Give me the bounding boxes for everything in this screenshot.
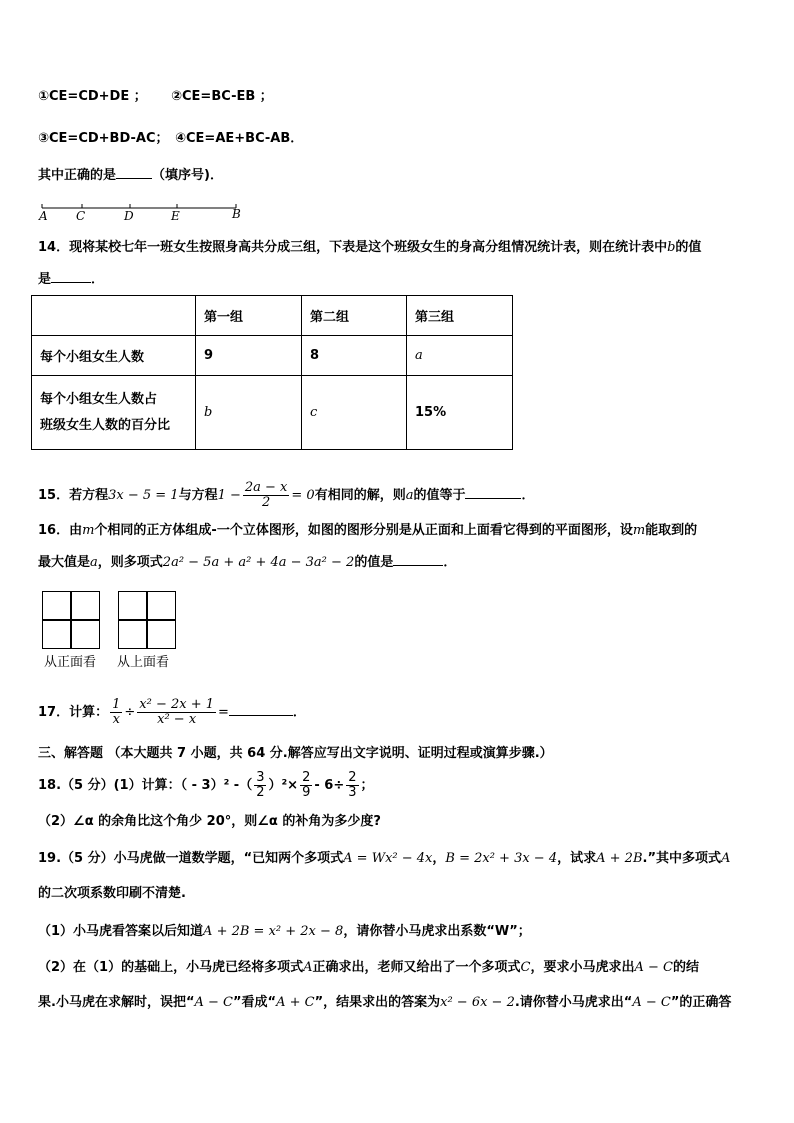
q16-top-view-figure: [118, 591, 178, 651]
point-c-label: C: [76, 209, 86, 222]
q18-fraction-c: [346, 771, 358, 800]
q19-p3-expr-2: A + C: [276, 995, 315, 1010]
q17-fraction-1: [110, 698, 122, 727]
q17-f1-den: x: [112, 712, 120, 727]
q19-poly-a: A = Wx² − 4x: [343, 851, 433, 866]
table-header-cell-group1: 第一组: [196, 296, 302, 336]
table-header-cell-group3: 第三组: [407, 296, 513, 336]
q17-prefix: 17．计算：: [38, 705, 109, 720]
q17-divide: ÷: [124, 705, 136, 720]
q13-option-3: ③CE=CD+BD-AC；: [38, 131, 169, 146]
q13-segment-diagram: [36, 198, 246, 222]
square-cell: [118, 591, 147, 620]
q15-frac-den: 2: [261, 495, 271, 510]
table-header-row: [32, 296, 513, 336]
q19-p3-text-a: 果.小马虎在求解时，误把“: [38, 995, 195, 1010]
q19-p2-var-c: C: [520, 960, 531, 975]
q18-fraction-b: [300, 771, 312, 800]
q19-line-1: [38, 850, 730, 868]
q17-answer-blank: [229, 703, 293, 716]
q17-line: [38, 690, 306, 736]
q19-line-2: 的二次项系数印刷不清楚.: [38, 886, 186, 901]
square-cell: [118, 620, 147, 649]
q19-p2-expr: A − C: [634, 960, 673, 975]
q16-caption-front: 从正面看: [44, 655, 97, 670]
q15-fraction: [243, 481, 290, 510]
table-row2-label-line2: 班级女生人数的百分比: [40, 417, 171, 433]
q18-fb-num: 2: [302, 770, 311, 785]
q13-option-2: ②CE=BC-EB ；: [171, 89, 273, 104]
q19-p1-text-a: （1）小马虎看答案以后知道: [38, 924, 204, 939]
table-cell: 15%: [407, 376, 513, 450]
q16-text-a: 16．由: [38, 523, 83, 538]
q19-p1-text-b: ，请你替小马虎求出系数“W”；: [343, 924, 531, 939]
table-header-cell-group2: 第二组: [302, 296, 407, 336]
q19-part-1: [38, 923, 531, 941]
q18-fb-den: 9: [302, 785, 311, 800]
q19-p3-result: x² − 6x − 2: [440, 995, 515, 1010]
q15-var: a: [405, 488, 414, 503]
q15-eq2-tail: = 0: [291, 488, 315, 503]
q13-ask-prefix: 其中正确的是: [38, 168, 117, 183]
q19-var-a: A: [720, 851, 731, 866]
q15-end: ．: [521, 488, 535, 503]
q16-caption-top: 从上面看: [117, 655, 170, 670]
q19-p3-text-c: ”，结果求出的答案为: [314, 995, 441, 1010]
q14-var-b: b: [667, 240, 676, 255]
q17-f2-den: x² − x: [157, 712, 197, 727]
q15-equation-1: 3x − 5 = 1: [108, 488, 179, 503]
section-3-header: 三、解答题 （本大题共 7 小题，共 64 分.解答应写出文字说明、证明过程或演算步骤.）: [38, 746, 553, 761]
q16-polynomial: 2a² − 5a + a² + 4a − 3a² − 2: [162, 555, 355, 570]
q14-line-1: [38, 239, 701, 257]
q16-line-1: [38, 522, 697, 540]
q16-line-2: [38, 553, 456, 572]
q17-fraction-2: [137, 698, 216, 727]
q16-var-m: m: [82, 523, 95, 538]
q17-f1-num: 1: [112, 697, 121, 712]
table-row: [32, 336, 513, 376]
q19-p2-text-a: （2）在（1）的基础上，小马虎已经将多项式: [38, 960, 304, 975]
q14-line2-prefix: 是: [38, 272, 52, 287]
q18-fa-num: 3: [256, 770, 265, 785]
q15-frac-num: 2a − x: [244, 480, 288, 495]
q13-answer-blank: [116, 166, 152, 179]
q18-text-d: ；: [360, 778, 374, 793]
point-e-label: E: [171, 209, 180, 222]
q13-ask-suffix: （填序号)．: [152, 168, 223, 183]
q19-p3-text-b: ”看成“: [232, 995, 277, 1010]
q19-part-2-cont: [38, 994, 731, 1012]
table-cell: 8: [302, 336, 407, 376]
q19-p3-text-e: ”的正确答: [670, 995, 732, 1010]
q19-p2-var-a: A: [303, 960, 313, 975]
q17-equals: =: [218, 705, 229, 720]
square-cell: [42, 591, 71, 620]
q17-f2-num: x² − 2x + 1: [139, 697, 215, 712]
q15-suffix2: 的值等于: [413, 488, 466, 503]
square-cell: [147, 591, 176, 620]
q19-p3-expr-3: A − C: [632, 995, 671, 1010]
q19-p2-text-c: ，要求小马虎求出: [530, 960, 635, 975]
table-row2-label-line1: 每个小组女生人数占: [40, 391, 158, 407]
square-cell: [42, 620, 71, 649]
q18-text-b: ）²×: [268, 778, 299, 793]
point-a-label: A: [39, 209, 48, 222]
square-cell: [71, 620, 100, 649]
q19-text-c: .”其中多项式: [642, 851, 721, 866]
q19-p1-expr: A + 2B = x² + 2x − 8: [203, 924, 344, 939]
q15-eq2-lead: 1 −: [217, 488, 241, 503]
q14-answer-blank: [51, 270, 91, 283]
q16-end: ．: [443, 555, 457, 570]
q19-poly-b: B = 2x² + 3x − 4: [445, 851, 558, 866]
q18-fraction-a: [254, 771, 266, 800]
q19-p3-text-d: .请你替小马虎求出“: [514, 995, 633, 1010]
q14-text-end: 的值: [675, 240, 702, 255]
q19-part-2: [38, 959, 699, 977]
q19-sep: ，: [432, 851, 446, 866]
q16-text-c: 能取到的: [645, 523, 698, 538]
q16-var-a: a: [90, 555, 98, 570]
q19-text-b: ，试求: [557, 851, 597, 866]
q18-fa-den: 2: [256, 785, 265, 800]
q15-line: [38, 472, 535, 520]
q18-text-a: 18.（5 分）(1）计算：（ - 3）² -（: [38, 778, 253, 793]
point-b-label: B: [232, 207, 241, 221]
square-cell: [71, 591, 100, 620]
q13-question: [38, 166, 223, 185]
q16-var-m2: m: [632, 523, 646, 538]
q14-line-2: [38, 270, 104, 289]
table-cell: c: [302, 376, 407, 450]
q16-text-e: ，则多项式: [97, 555, 163, 570]
table-header-cell-empty: [32, 296, 196, 336]
point-d-label: D: [124, 209, 134, 222]
q15-mid: 与方程: [178, 488, 218, 503]
table-row2-label: [32, 376, 196, 450]
q19-expr: A + 2B: [596, 851, 643, 866]
table-cell: 9: [196, 336, 302, 376]
q18-fc-den: 3: [348, 785, 357, 800]
q16-text-d: 最大值是: [38, 555, 91, 570]
table-cell: a: [407, 336, 513, 376]
q13-option-1: ①CE=CD+DE ；: [38, 89, 147, 104]
q18-line-1: [38, 766, 374, 806]
table-cell: b: [196, 376, 302, 450]
q14-stat-table: [31, 295, 513, 450]
q16-text-f: 的值是: [354, 555, 394, 570]
q17-end: ．: [292, 705, 306, 720]
q16-front-view-figure: [42, 591, 102, 651]
square-cell: [147, 620, 176, 649]
q16-text-b: 个相同的正方体组成-一个立体图形，如图的图形分别是从正面和上面看它得到的平面图形，设: [94, 523, 633, 538]
table-row: [32, 376, 513, 450]
q16-answer-blank: [393, 553, 443, 566]
q19-text-a: 19.（5 分）小马虎做一道数学题，“已知两个多项式: [38, 851, 344, 866]
q19-p3-expr-1: A − C: [194, 995, 233, 1010]
q14-line2-suffix: ．: [91, 272, 105, 287]
q14-text: 14．现将某校七年一班女生按照身高共分成三组，下表是这个班级女生的身高分组情况统计表，则在统计表中: [38, 240, 668, 255]
q13-option-4: ④CE=AE+BC-AB．: [175, 131, 304, 146]
q19-p2-text-d: 的结: [672, 960, 699, 975]
q18-line-2: （2）∠α 的余角比这个角少 20°，则∠α 的补角为多少度?: [38, 814, 381, 829]
q15-answer-blank: [465, 486, 521, 499]
q19-p2-text-b: 正确求出，老师又给出了一个多项式: [312, 960, 521, 975]
q18-fc-num: 2: [348, 770, 357, 785]
q15-suffix: 有相同的解，则: [314, 488, 406, 503]
q15-prefix: 15．若方程: [38, 488, 109, 503]
table-row1-label: 每个小组女生人数: [32, 336, 196, 376]
q18-text-c: - 6÷: [314, 778, 345, 793]
